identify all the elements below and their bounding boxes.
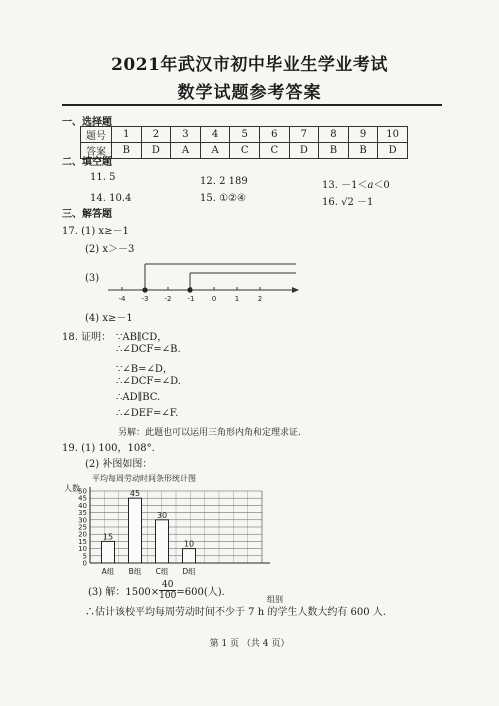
proof-line: ∴∠DCF=∠D. <box>116 376 181 387</box>
number-line-tick-label: -4 <box>118 295 126 303</box>
page-footer: 第 1 页 （共 4 页） <box>209 639 290 649</box>
chart-bar-value-label: 15 <box>102 532 114 542</box>
answer-cell: B <box>319 143 349 159</box>
chart-y-tick-label: 30 <box>78 516 87 525</box>
row-label-number: 题号 <box>81 127 112 143</box>
sqrt-symbol: √2 <box>341 197 354 208</box>
chart-ylabel: 人数 <box>64 484 80 493</box>
answer-11: 11. 5 <box>90 172 116 183</box>
fraction-numerator: 40 <box>159 580 176 591</box>
answer-cell: C <box>259 143 289 159</box>
number-cell: 9 <box>348 127 378 143</box>
chart-category-label: D组 <box>182 567 196 576</box>
chart-bar-value-label: 45 <box>129 489 141 499</box>
answer-19-1-text: 19. (1) 100，108°. <box>62 443 155 454</box>
answer-19-3 <box>88 580 225 601</box>
answer-12: 12. 2 189 <box>200 176 248 187</box>
chart-bar <box>183 549 196 563</box>
number-cell: 8 <box>319 127 349 143</box>
chart-bar <box>156 520 169 563</box>
answer-17-2: (2) x＞－3 <box>85 244 135 255</box>
alternative-solution-note: 另解：此题也可以运用三角形内角和定理求证. <box>118 428 301 438</box>
number-cell: 2 <box>141 127 171 143</box>
chart-bar-value-label: 30 <box>156 510 168 520</box>
number-line-tick-label: 0 <box>211 295 217 303</box>
answer-14: 14. 10.4 <box>90 193 132 204</box>
answer-15: 15. ①②④ <box>200 193 246 204</box>
answer-cell: C <box>230 143 260 159</box>
number-line-tick-label: -1 <box>187 295 195 303</box>
document-subtitle: 数学试题参考答案 <box>177 83 322 103</box>
chart-y-tick-label: 25 <box>78 523 87 532</box>
answer-19-3-prefix: (3) 解：1500× <box>88 587 160 598</box>
answer-13-prefix: 13. －1＜ <box>322 180 368 191</box>
proof-line: ∵AB∥CD， <box>116 332 168 343</box>
answer-cell: B <box>348 143 378 159</box>
chart-category-label: C组 <box>155 567 169 576</box>
number-cell: 4 <box>200 127 230 143</box>
chart-y-origin-label: 0 <box>82 559 87 568</box>
chart-y-tick-label: 15 <box>78 537 87 546</box>
answer-19-conclusion: ∴估计该校平均每周劳动时间不少于 7 h 的学生人数大约有 600 人. <box>85 607 386 618</box>
answer-cell: D <box>141 143 171 159</box>
chart-category-label: A组 <box>101 567 115 576</box>
chart-y-tick-label: 40 <box>78 501 87 510</box>
number-line-tick-label: 1 <box>234 295 240 303</box>
chart-y-tick-label: 50 <box>78 487 87 496</box>
answer-19-3-suffix: =600(人). <box>176 587 225 598</box>
number-line-tick-label: -3 <box>141 295 149 303</box>
answer-13-variable: a <box>367 180 374 191</box>
number-cell: 6 <box>259 127 289 143</box>
answer-18-label: 18. 证明： <box>62 332 112 343</box>
proof-line: ∴∠DEF=∠F. <box>116 408 179 419</box>
chart-y-tick-label: 35 <box>78 509 87 518</box>
number-line-tick-label: -2 <box>164 295 172 303</box>
answer-cell: A <box>200 143 230 159</box>
answer-13-suffix: ＜0 <box>373 180 390 191</box>
chart-bar-value-label: 10 <box>183 539 195 549</box>
document-title: 2021年武汉市初中毕业生学业考试 <box>111 55 388 75</box>
section-choice-heading: 一、选择题 <box>62 117 112 128</box>
number-cell: 3 <box>171 127 201 143</box>
chart-y-tick-label: 10 <box>78 545 87 554</box>
row-label-answer: 答案 <box>81 143 112 159</box>
chart-bar <box>102 541 115 563</box>
number-cell: 7 <box>289 127 319 143</box>
answer-cell: D <box>289 143 319 159</box>
fraction-denominator: 100 <box>159 591 177 601</box>
number-line-tick-label: 2 <box>257 295 263 303</box>
answer-cell: B <box>112 143 142 159</box>
chart-y-tick-label: 45 <box>78 494 87 503</box>
number-cell: 5 <box>230 127 260 143</box>
chart-y-tick-label: 5 <box>82 552 87 561</box>
answer-cell: A <box>171 143 201 159</box>
chart-xlabel: 组别 <box>267 595 283 604</box>
chart-bar <box>129 498 142 563</box>
answer-19-2: (2) 补图如图： <box>85 459 153 470</box>
answer-16-prefix: 16. <box>322 197 342 208</box>
proof-line: ∴∠DCF=∠B. <box>116 344 181 355</box>
chart-category-label: B组 <box>128 567 142 576</box>
fraction <box>159 580 176 601</box>
proof-line: ∵∠B=∠D， <box>116 364 173 375</box>
answer-cell: D <box>378 143 408 159</box>
section-fill-heading: 二、填空题 <box>62 157 112 168</box>
answer-16-suffix: －1 <box>353 197 374 208</box>
answer-17-1: 17. (1) x≥－1 <box>62 226 129 237</box>
chart-y-tick-label: 20 <box>78 530 87 539</box>
chart-title: 平均每周劳动时间条形统计图 <box>92 474 196 483</box>
answer-17-4: (4) x≥－1 <box>85 313 133 324</box>
number-cell: 10 <box>378 127 408 143</box>
section-solution-heading: 三、解答题 <box>62 209 112 220</box>
number-cell: 1 <box>112 127 142 143</box>
proof-line: ∴AD∥BC. <box>116 392 161 403</box>
answer-17-3: (3) <box>85 273 100 284</box>
